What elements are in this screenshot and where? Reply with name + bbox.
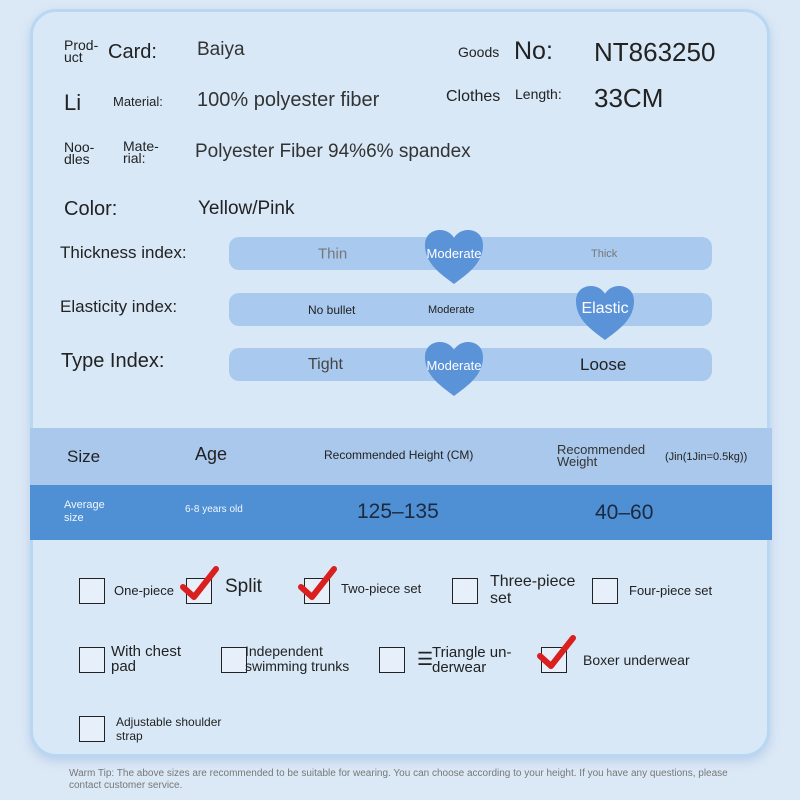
thickness-selected-heart-icon: Moderate [423, 228, 485, 286]
four-piece-checkbox[interactable] [592, 578, 618, 604]
swimming-trunks-checkbox[interactable] [221, 647, 247, 673]
thickness-index-label: Thickness index: [60, 243, 187, 262]
weight-unit: (Jin(1Jin=0.5kg)) [665, 451, 748, 463]
type-selected-heart-icon: Moderate [423, 340, 485, 398]
swimming-trunks-label: Independent swimming trunks [245, 643, 350, 674]
age-value: 6-8 years old [185, 504, 243, 515]
material-value: 100% polyester fiber [197, 89, 380, 111]
split-check-icon [180, 565, 220, 605]
color-label: Color: [64, 198, 118, 220]
goods-label: Goods [458, 44, 500, 60]
size-header: Size [67, 447, 101, 466]
one-piece-checkbox[interactable] [79, 578, 105, 604]
thickness-thick: Thick [591, 247, 618, 260]
type-index-label: Type Index: [61, 350, 165, 372]
type-tight: Tight [308, 355, 343, 373]
boxer-check-icon [537, 634, 577, 674]
triangle-underwear-icon: ☰ [417, 649, 434, 669]
color-value: Yellow/Pink [198, 198, 295, 219]
elasticity-index-label: Elasticity index: [60, 297, 178, 316]
triangle-underwear-label: Triangle un- derwear [432, 644, 512, 676]
height-value: 125–135 [357, 500, 439, 523]
li-label: Li [64, 90, 82, 115]
material-label: Material: [113, 94, 163, 109]
height-header: Recommended Height (CM) [324, 448, 474, 462]
no-value: NT863250 [594, 37, 716, 67]
chest-pad-checkbox[interactable] [79, 647, 105, 673]
thickness-thin: Thin [318, 245, 348, 262]
age-header: Age [195, 444, 228, 464]
shoulder-strap-label: Adjustable shoulder strap [116, 715, 222, 743]
two-piece-label: Two-piece set [341, 581, 422, 596]
boxer-underwear-label: Boxer underwear [583, 652, 690, 668]
no-label: No: [514, 37, 553, 65]
length-value: 33CM [594, 83, 664, 113]
elasticity-no-bullet: No bullet [308, 302, 356, 317]
size-value: Average size [64, 499, 105, 524]
elasticity-selected-heart-icon: Elastic [574, 284, 636, 342]
three-piece-label: Three-piece set [490, 573, 576, 607]
length-label: Length: [515, 86, 562, 102]
split-label: Split [225, 576, 262, 597]
chest-pad-label: With chest pad [111, 643, 182, 675]
warm-tip: Warm Tip: The above sizes are recommended to be suitable for wearing. You can choose according to your height. If you have any questions, please contact customer service. [69, 768, 728, 791]
shoulder-strap-checkbox[interactable] [79, 716, 105, 742]
weight-value: 40–60 [595, 501, 654, 524]
mate-label: Mate- rial: [123, 138, 159, 166]
weight-header: Recommended Weight [557, 442, 646, 469]
elasticity-moderate: Moderate [428, 303, 475, 316]
triangle-underwear-checkbox[interactable] [379, 647, 405, 673]
product-label: Prod- uct [64, 37, 99, 65]
card-value: Baiya [197, 39, 245, 60]
clothes-label: Clothes [446, 88, 501, 105]
noodles-value: Polyester Fiber 94%6% spandex [195, 141, 471, 162]
two-piece-check-icon [298, 565, 338, 605]
elasticity-index-bar [229, 293, 712, 326]
one-piece-label: One-piece [114, 583, 174, 598]
noodles-label: Noo- dles [64, 139, 95, 167]
four-piece-label: Four-piece set [629, 583, 713, 598]
three-piece-checkbox[interactable] [452, 578, 478, 604]
card-label: Card: [108, 41, 157, 63]
type-loose: Loose [580, 354, 627, 374]
